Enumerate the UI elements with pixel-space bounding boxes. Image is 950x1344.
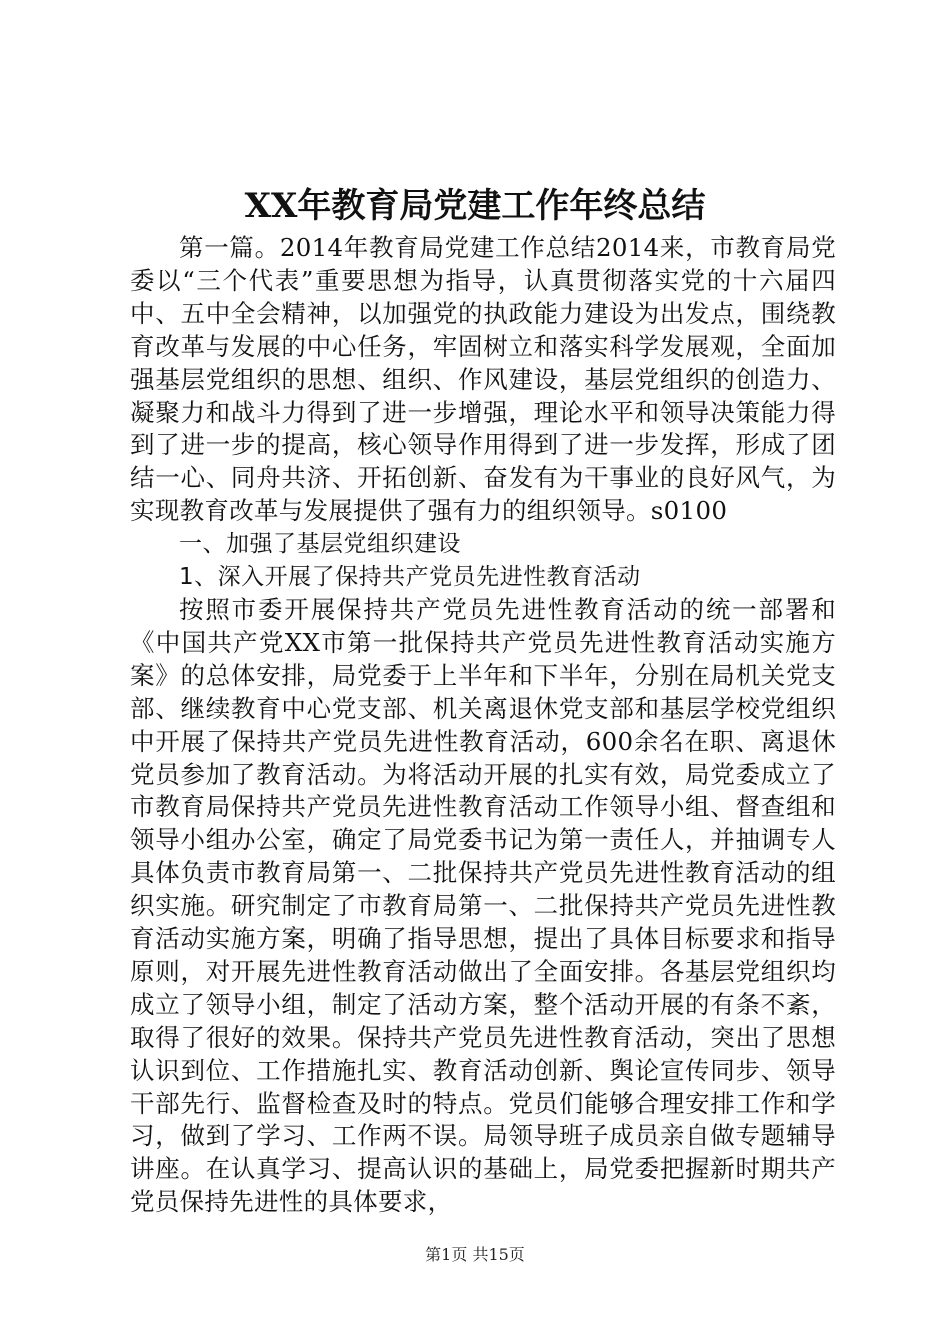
body-paragraph: 按照市委开展保持共产党员先进性教育活动的统一部署和《中国共产党XX市第一批保持共产党员先进性教育活动实施方案》的总体安排，局党委于上半年和下半年，分别在局机关党支部、继续教育中心党支部、机关离退休党支部和基层学校党组织中开展了保持共产党员先进性教育活动，600余名在职、离退休党员参加了教育活动。为将活动开展的扎实有效，局党委成立了市教育局保持共产党员先进性教育活动工作领导小组、督查组和领导小组办公室，确定了局党委书记为第一责任人，并抽调专人具体负责市教育局第一、二批保持共产党员先进性教育活动的组织实施。研究制定了市教育局第一、二批保持共产党员先进性教育活动实施方案，明确了指导思想，提出了具体目标要求和指导原则，对开展先进性教育活动做出了全面安排。各基层党组织均成立了领导小组，制定了活动方案，整个活动开展的有条不紊，取得了很好的效果。保持共产党员先进性教育活动，突出了思想认识到位、工作措施扎实、教育活动创新、舆论宣传同步、领导干部先行、监督检查及时的特点。党员们能够合理安排工作和学习，做到了学习、工作两不误。局领导班子成员亲自做专题辅导讲座。在认真学习、提高认识的基础上，局党委把握新时期共产党员保持先进性的具体要求， xyxy=(130,594,836,1217)
document-title: XX年教育局党建工作年终总结 xyxy=(244,186,706,226)
section-heading: 一、加强了基层党组织建设 xyxy=(179,531,461,558)
page-footer: 第1页 共15页 xyxy=(425,1245,525,1264)
intro-paragraph: 第一篇。2014年教育局党建工作总结2014来，市教育局党委以“三个代表”重要思想为指导，认真贯彻落实党的十六届四中、五中全会精神，以加强党的执政能力建设为出发点，围绕教育改革与发展的中心任务，牢固树立和落实科学发展观，全面加强基层党组织的思想、组织、作风建设，基层党组织的创造力、凝聚力和战斗力得到了进一步增强，理论水平和领导决策能力得到了进一步的提高，核心领导作用得到了进一步发挥，形成了团结一心、同舟共济、开拓创新、奋发有为干事业的良好风气，为实现教育改革与发展提供了强有力的组织领导。s0100 xyxy=(130,233,836,526)
subsection-heading: 1、深入开展了保持共产党员先进性教育活动 xyxy=(179,564,641,591)
document-body xyxy=(130,232,836,1219)
